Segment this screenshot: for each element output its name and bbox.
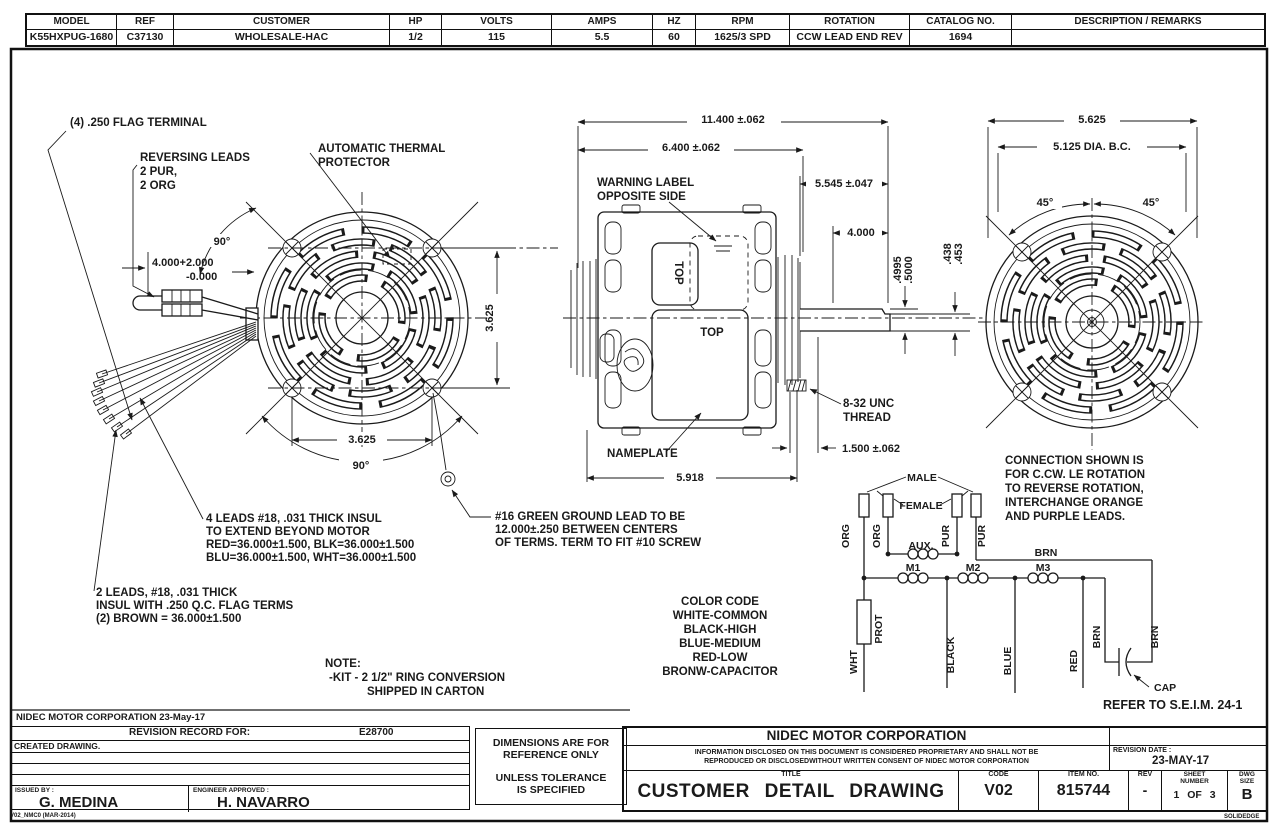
revision-date-cell (1110, 746, 1266, 770)
rev-cell (1129, 771, 1162, 810)
connection-line1: CONNECTION SHOWN IS (1005, 455, 1144, 467)
dim-shaft-dia-min: .4995 (892, 256, 904, 284)
corporation-stamp: NIDEC MOTOR CORPORATION 23-May-17 (16, 712, 206, 723)
spec-col-model: MODEL (27, 15, 117, 30)
spec-value-model: K55HXPUG-1680 (27, 30, 117, 45)
leads4-line4: BLU=36.000±1.500, WHT=36.000±1.500 (206, 552, 417, 564)
title-cell (624, 771, 959, 810)
connection-line5: AND PURPLE LEADS. (1005, 511, 1126, 523)
warning-label-line1: WARNING LABEL (597, 177, 695, 189)
note-line3: SHIPPED IN CARTON (367, 686, 485, 698)
connection-note (1005, 455, 1145, 523)
dimensions-note-line2: REFERENCE ONLY (503, 749, 599, 761)
engineer-approved-name: H. NAVARRO (217, 794, 310, 811)
dim-5545: 5.545 ±.047 (814, 178, 874, 190)
schematic-m2-label: M2 (965, 562, 981, 574)
color-code-title: COLOR CODE (681, 596, 759, 608)
spec-value-amps: 5.5 (552, 30, 653, 45)
item-number-label: ITEM NO. (1067, 771, 1100, 778)
spec-col-amps: AMPS (552, 15, 653, 30)
leads4-line2: TO EXTEND BEYOND MOTOR (206, 526, 370, 538)
spec-col-rotation: ROTATION (790, 15, 910, 30)
dim-end-width: 5.625 (1078, 114, 1106, 126)
code-label: CODE (988, 771, 1009, 778)
dimensions-note-box (475, 728, 627, 805)
spec-col-ref: REF (117, 15, 174, 30)
spec-value-hp: 1/2 (390, 30, 442, 45)
rev-value: - (1142, 782, 1148, 798)
revision-date-label: REVISION DATE : (1113, 747, 1172, 754)
dim-lead-length-tol: -0.000 (186, 271, 218, 283)
sheet-cell (1162, 771, 1228, 810)
schematic-wht-label: WHT (848, 650, 860, 674)
dwg-size-value: B (1241, 786, 1253, 803)
drawing-title: CUSTOMER DETAIL DRAWING (637, 781, 945, 802)
note-line1: NOTE: (325, 658, 361, 670)
side-view (563, 113, 985, 484)
revision-row-created: CREATED DRAWING. (11, 741, 469, 753)
schematic-m3-label: M3 (1035, 562, 1051, 574)
item-number-value: 815744 (1056, 782, 1111, 799)
form-code: V02_NMC0 (MAR-2014) (10, 813, 76, 819)
ground-lead-line3: OF TERMS. TERM TO FIT #10 SCREW (495, 537, 702, 549)
color-code-blue: BLUE-MEDIUM (679, 638, 761, 650)
connection-line2: FOR C.CW. LE ROTATION (1005, 469, 1146, 481)
revision-row-empty (11, 764, 469, 775)
dim-shaft-flat-max: .453 (953, 243, 965, 265)
spec-col-volts: VOLTS (442, 15, 552, 30)
spec-value-rotation: CCW LEAD END REV (790, 30, 910, 45)
dim-body-length: 6.400 ±.062 (661, 142, 721, 154)
schematic-blue-label: BLUE (1002, 646, 1014, 676)
thread-label-line2: THREAD (843, 412, 891, 424)
engineer-approved-cell (189, 786, 469, 812)
spec-col-customer: CUSTOMER (174, 15, 390, 30)
leads2-line1: 2 LEADS, #18, .031 THICK (96, 587, 238, 599)
revision-record-box (10, 726, 470, 810)
schematic-female-label: FEMALE (899, 500, 943, 512)
color-code-white: WHITE-COMMON (672, 610, 768, 622)
schematic-cap-label: CAP (1154, 682, 1177, 694)
proprietary-line1: INFORMATION DISCLOSED ON THIS DOCUMENT IS CONSIDERED PROPRIETARY AND SHALL NOT BE (694, 749, 1039, 756)
ground-lead-line2: 12.000±.250 BETWEEN CENTERS (495, 524, 678, 536)
spec-col-description: DESCRIPTION / REMARKS (1012, 15, 1264, 30)
solidedge-stamp: SOLIDEDGE (1224, 814, 1260, 820)
revision-row-empty (11, 775, 469, 786)
spec-value-customer: WHOLESALE-HAC (174, 30, 390, 45)
reversing-leads-line1: REVERSING LEADS (140, 152, 250, 164)
refer-note: REFER TO S.E.I.M. 24-1 (1103, 698, 1243, 712)
connection-line4: INTERCHANGE ORANGE (1005, 497, 1144, 509)
revision-record-label: REVISION RECORD FOR: (129, 727, 251, 738)
dwg-size-label-line2: SIZE (1239, 778, 1255, 785)
proprietary-line2: REPRODUCED OR DISCLOSEDWITHOUT WRITTEN CONSENT OF NIDEC MOTOR CORPORATION (704, 757, 1029, 765)
leads2-line3: (2) BROWN = 36.000±1.500 (96, 613, 242, 625)
issued-by-name: G. MEDINA (39, 794, 119, 811)
spec-value-volts: 115 (442, 30, 552, 45)
dwg-size-label-line1: DWG (1239, 771, 1255, 778)
title-block (622, 726, 1268, 812)
color-code-brown: BRONW-CAPACITOR (662, 666, 778, 678)
dimensions-note-line3: UNLESS TOLERANCE (495, 772, 607, 784)
issued-by-label: ISSUED BY : (15, 787, 54, 794)
flag-terminal-label: (4) .250 FLAG TERMINAL (70, 117, 207, 129)
spec-col-hp: HP (390, 15, 442, 30)
dim-angle-bottom: 90° (352, 460, 370, 472)
title-label: TITLE (781, 771, 801, 778)
engineer-approved-label: ENGINEER APPROVED : (193, 787, 269, 794)
sheet-label-line2: NUMBER (1180, 778, 1209, 785)
note-line2: -KIT - 2 1/2" RING CONVERSION (329, 672, 506, 684)
ground-lead-line1: #16 GREEN GROUND LEAD TO BE (495, 511, 686, 523)
dim-angle-top: 90° (213, 236, 231, 248)
dim-bolt-circle: 5.125 DIA. B.C. (1053, 141, 1131, 153)
proprietary-notice (624, 746, 1110, 770)
issued-by-cell (11, 786, 189, 812)
schematic-male-label: MALE (907, 472, 937, 484)
leads4-line1: 4 LEADS #18, .031 THICK INSUL (206, 513, 382, 525)
warning-label-line2: OPPOSITE SIDE (597, 191, 686, 203)
color-code-note (662, 596, 778, 678)
dimensions-note-line1: DIMENSIONS ARE FOR (492, 737, 610, 749)
spec-col-catalog: CATALOG NO. (910, 15, 1012, 30)
connection-line3: TO REVERSE ROTATION, (1005, 483, 1144, 495)
opposite-end-view (978, 113, 1206, 450)
dim-4000: 4.000 (847, 227, 875, 239)
reversing-leads-line3: 2 ORG (140, 180, 176, 192)
schematic-org1-label: ORG (840, 524, 852, 548)
revision-row-empty (11, 753, 469, 764)
dimensions-note-line4: IS SPECIFIED (516, 784, 586, 796)
leads2-line2: INSUL WITH .250 Q.C. FLAG TERMS (96, 600, 294, 612)
thread-label-line1: 8-32 UNC (843, 398, 895, 410)
rev-label: REV (1137, 771, 1153, 778)
schematic-brn1-label: BRN (1091, 625, 1103, 649)
schematic-brn-top-label: BRN (1034, 547, 1058, 559)
spec-value-rpm: 1625/3 SPD (696, 30, 790, 45)
revision-date-value: 23-MAY-17 (1152, 755, 1210, 767)
spec-value-ref: C37130 (117, 30, 174, 45)
color-code-red: RED-LOW (692, 652, 748, 664)
schematic-black-label: BLACK (945, 636, 957, 674)
dim-angle-left: 45° (1036, 197, 1054, 209)
nameplate-label: NAMEPLATE (607, 448, 678, 460)
top-marking: TOP (700, 327, 724, 339)
dim-5918: 5.918 (676, 472, 704, 484)
dwg-size-cell (1228, 771, 1266, 810)
reversing-leads-line2: 2 PUR, (140, 166, 178, 178)
dim-overall-length: 11.400 ±.062 (701, 114, 765, 126)
schematic-org2-label: ORG (871, 524, 883, 548)
spec-value-hz: 60 (653, 30, 696, 45)
dim-angle-right: 45° (1142, 197, 1160, 209)
schematic-aux-label: AUX. (908, 540, 934, 552)
dim-shaft-flat-min: .438 (942, 243, 954, 265)
top-marking-rotated: TOP (672, 261, 684, 285)
item-cell (1039, 771, 1129, 810)
spec-col-rpm: RPM (696, 15, 790, 30)
sheet-value: 1 OF 3 (1173, 789, 1216, 801)
opposite-end-dimensions (988, 113, 1197, 238)
dim-1500: 1.500 ±.062 (842, 443, 901, 455)
color-code-black: BLACK-HIGH (683, 624, 757, 636)
spec-col-hz: HZ (653, 15, 696, 30)
schematic-pur2-label: PUR (976, 524, 988, 548)
thermal-protector-line2: PROTECTOR (318, 157, 390, 169)
schematic-brn2-label: BRN (1149, 625, 1161, 649)
schematic-pur1-label: PUR (940, 524, 952, 548)
revision-record-number: E28700 (359, 727, 394, 738)
leads4-line3: RED=36.000±1.500, BLK=36.000±1.500 (206, 539, 415, 551)
company-name: NIDEC MOTOR CORPORATION (624, 728, 1110, 745)
dim-lead-length: 4.000+2.000 (152, 257, 214, 269)
schematic-m1-label: M1 (905, 562, 921, 574)
dim-bolt-spacing-vertical: 3.625 (484, 304, 496, 332)
code-cell (959, 771, 1039, 810)
schematic-red-label: RED (1068, 649, 1080, 673)
dim-bolt-spacing-horizontal: 3.625 (348, 434, 376, 446)
code-value: V02 (984, 782, 1013, 799)
dim-shaft-dia-max: .5000 (903, 256, 915, 284)
sheet-label-line1: SHEET (1183, 771, 1206, 778)
thermal-protector-line1: AUTOMATIC THERMAL (318, 143, 446, 155)
schematic-prot-label: PROT (873, 614, 885, 644)
spec-value-catalog: 1694 (910, 30, 1012, 45)
